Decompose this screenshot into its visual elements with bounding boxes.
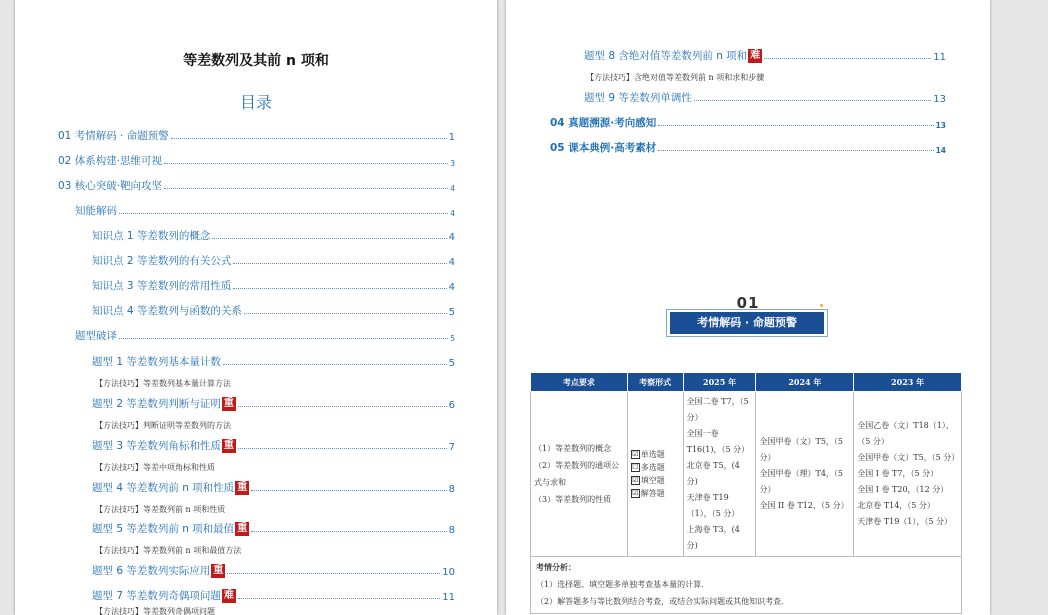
toc-heading: 目录 [239,93,272,112]
table-row [531,392,962,557]
key-badge: 重 [223,439,234,451]
method-tip: 【方法技巧】等差数列前 n 项和性质 [95,505,226,514]
checkbox-checked-icon: ☑ [632,476,639,484]
toc-entry[interactable]: 01 考情解码 · 命题预警 1 [58,130,455,143]
table-header: 考点要求 [531,373,628,392]
key-badge: 重 [213,564,224,576]
forms-cell: ☑ 单选题 ☐ 多选题 ☑ 填空题 ☑ 解答题 [627,392,683,557]
table-header: 考察形式 [627,373,683,392]
exam-analysis-table [530,372,962,557]
requirements-cell: （1）等差数列的概念 （2）等差数列的通项公式与求和 （3）等差数列的性质 [531,392,628,557]
method-tip: 【方法技巧】含绝对值等差数列前 n 项和求和步骤 [586,73,765,82]
year-2024-cell: 全国甲卷（文）T5，（5 分） 全国甲卷（理）T4，（5 分） 全国 II 卷 T12，（5 分） [756,392,854,557]
toc-entry[interactable]: 题型 3 等差数列角标和性质 重 7 [92,439,455,453]
toc-entry[interactable]: 题型 5 等差数列前 n 项和最值 重 8 [92,522,455,536]
method-tip: 【方法技巧】等差中项角标和性质 [95,463,215,472]
table-header: 2025 年 [683,373,756,392]
toc-entry[interactable]: 题型 2 等差数列判断与证明 重 6 [92,397,455,411]
table-header-row [531,373,962,392]
analysis-box [530,557,962,614]
toc-entry[interactable]: 题型 8 含绝对值等差数列前 n 项和 难 11 [584,49,946,63]
year-2023-cell: 全国乙卷（文）T18（1），（5 分） 全国甲卷（文）T5，（5 分） 全国 I 卷 T7，（5 分） 全国 I 卷 T20，（12 分） 北京卷 T14，（5 分） 天津卷 T19（1），（5 分） [854,392,962,557]
toc-entry[interactable]: 题型 7 等差数列奇偶项问题 难 11 [92,589,455,603]
document-page-left [15,0,497,615]
hard-badge: 难 [750,49,761,61]
year-2025-cell: 全国二卷 T7，（5 分） 全国一卷 T16(1)，（5 分） 北京卷 T5，(4 分) 天津卷 T19（1），（5 分） 上海卷 T3，(4 分) [683,392,756,557]
toc-entry[interactable]: 知识点 2 等差数列的有关公式 4 [92,255,455,268]
key-badge: 重 [223,397,234,409]
checkbox-checked-icon: ☑ [632,489,639,497]
table-header: 2023 年 [854,373,962,392]
analysis-line: （2）解答题多与等比数列结合考查，或结合实际问题或其他知识考查. [536,597,784,606]
toc-entry[interactable]: 05 课本典例·高考素材 14 [550,142,946,155]
toc-entry[interactable]: 03 核心突破·靶向攻坚 4 [58,180,455,193]
analysis-line: （1）选择题、填空题多单独考查基本量的计算. [536,580,704,589]
checkbox-empty-icon: ☐ [632,463,639,471]
table-header: 2024 年 [756,373,854,392]
toc-entry[interactable]: 题型 1 等差数列基本量计数 5 [92,356,455,369]
decor-dot [820,304,823,307]
key-badge: 重 [237,481,248,493]
method-tip: 【方法技巧】判断证明等差数列的方法 [95,421,231,430]
method-tip: 【方法技巧】等差数列前 n 项和最值方法 [95,546,242,555]
toc-entry[interactable]: 知识点 1 等差数列的概念 4 [92,230,455,243]
toc-entry[interactable]: 02 体系构建·思维可视 3 [58,155,455,168]
toc-entry[interactable]: 知能解码 4 [75,205,455,218]
analysis-heading: 考情分析： [536,563,576,572]
document-page-right [506,0,990,615]
key-badge: 重 [237,522,248,534]
toc-entry[interactable]: 知识点 3 等差数列的常用性质 4 [92,280,455,293]
toc-entry[interactable]: 知识点 4 等差数列与函数的关系 5 [92,305,455,318]
toc-entry[interactable]: 04 真题溯源·考向感知 13 [550,117,946,130]
section-number: 01 [736,294,760,312]
method-tip: 【方法技巧】等差数列基本量计算方法 [95,379,231,388]
toc-entry[interactable]: 题型 9 等差数列单调性 13 [584,92,946,105]
document-title: 等差数列及其前 n 项和 [183,53,329,69]
toc-entry[interactable]: 题型破译 5 [75,330,455,343]
toc-entry[interactable]: 题型 6 等差数列实际应用 重 10 [92,564,455,578]
method-tip: 【方法技巧】等差数列奇偶项问题 [95,607,215,615]
checkbox-checked-icon: ☑ [632,450,639,458]
toc-entry[interactable]: 题型 4 等差数列前 n 项和性质 重 8 [92,481,455,495]
hard-badge: 难 [223,589,234,601]
section-banner: 考情解码 · 命题预警 [670,312,824,334]
